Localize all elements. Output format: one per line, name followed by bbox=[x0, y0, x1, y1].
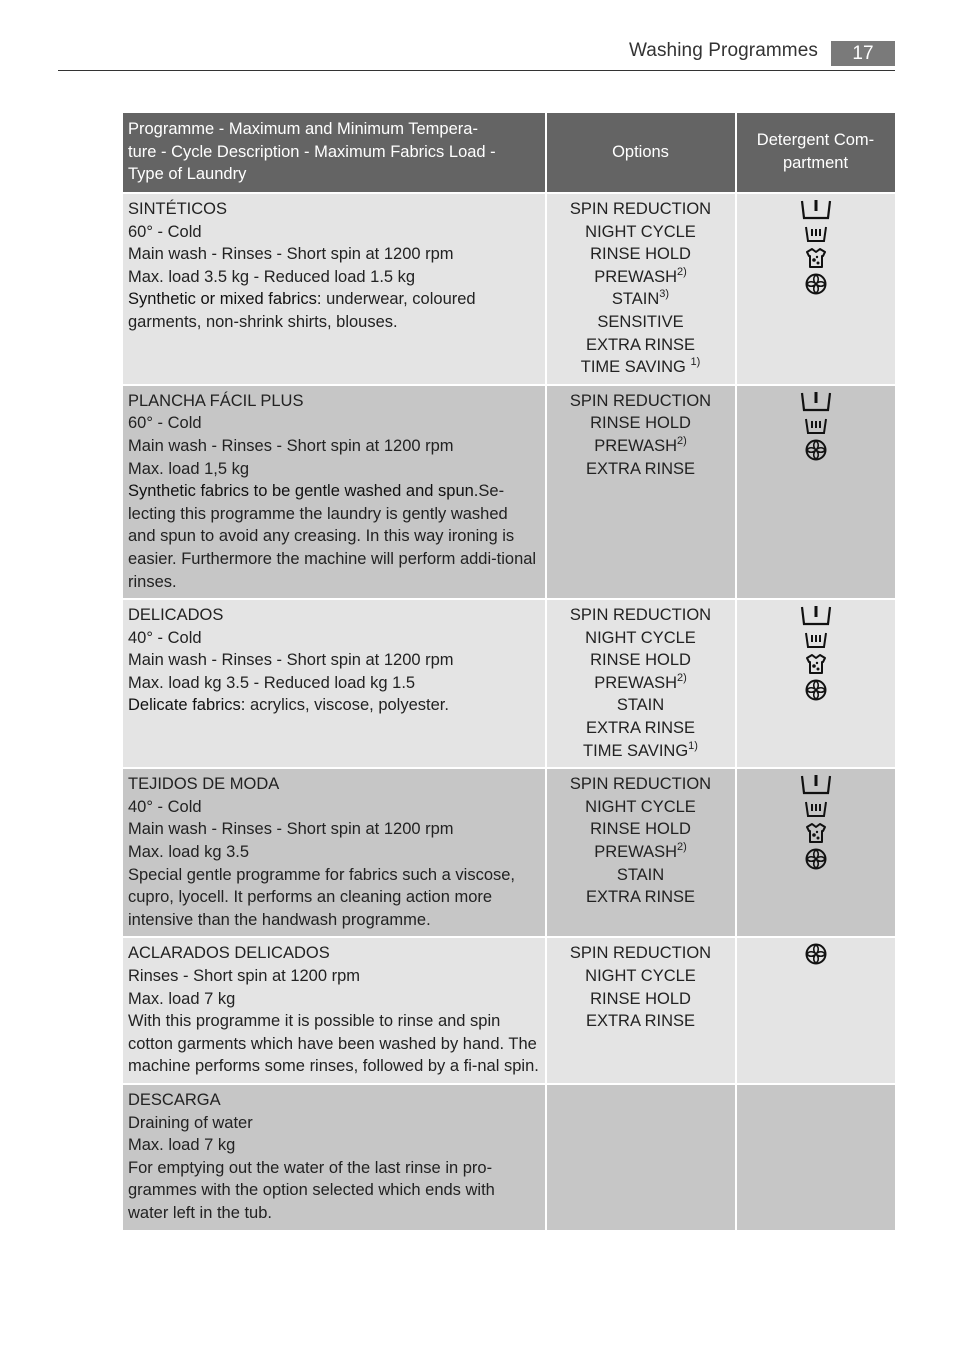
programme-description bbox=[122, 599, 546, 768]
softener-compartment-icon bbox=[742, 678, 889, 702]
option-item bbox=[552, 1010, 729, 1033]
fabric-text: underwear, coloured garments, non-shrink shirts, blouses. bbox=[128, 290, 476, 331]
header-programme-line: Type of Laundry bbox=[128, 165, 247, 184]
detergent-compartments bbox=[736, 599, 896, 768]
option-label: NIGHT CYCLE bbox=[585, 967, 696, 985]
stain-compartment-icon bbox=[742, 652, 889, 676]
option-item bbox=[552, 311, 729, 334]
option-label: STAIN bbox=[616, 696, 665, 715]
programme-detail: 60° - Cold bbox=[128, 222, 202, 241]
fabric-text: Se-lecting this programme the laundry is gently washed and spun to avoid any creasing. In this way ironing is easier. Furthermore the machine will perform addi-tional rinses. bbox=[128, 482, 537, 591]
option-label: PREWASH bbox=[594, 673, 678, 692]
programme-description bbox=[122, 385, 546, 599]
stain-compartment-icon bbox=[742, 246, 889, 270]
option-item bbox=[552, 773, 729, 796]
option-label: STAIN bbox=[616, 865, 665, 884]
option-item bbox=[552, 988, 729, 1011]
option-item bbox=[552, 717, 729, 740]
header-programme-line: Programme - Maximum and Minimum Tempera- bbox=[128, 120, 478, 139]
option-item bbox=[552, 288, 729, 311]
programme-detail: Max. load kg 3.5 bbox=[128, 843, 250, 862]
fabric-text: Special gentle programme for fabrics such a viscose, cupro, lyocell. It performs an cleaning action more intensive than the handwash programme. bbox=[128, 865, 516, 929]
option-label: EXTRA RINSE bbox=[585, 888, 696, 907]
programme-detail: Main wash - Rinses - Short spin at 1200 rpm bbox=[128, 651, 454, 670]
option-label: EXTRA RINSE bbox=[585, 1012, 696, 1031]
programme-detail: Main wash - Rinses - Short spin at 1200 rpm bbox=[128, 820, 454, 839]
option-footnote: 2) bbox=[677, 434, 687, 447]
option-item bbox=[552, 198, 729, 221]
header-detergent bbox=[736, 112, 896, 193]
table-row bbox=[122, 385, 896, 599]
option-label: RINSE HOLD bbox=[590, 651, 691, 670]
programmes-table bbox=[121, 111, 897, 1232]
option-item bbox=[552, 965, 729, 988]
option-label: SENSITIVE bbox=[597, 312, 684, 331]
prewash-compartment-icon bbox=[742, 630, 889, 650]
section-title: Washing Programmes bbox=[628, 40, 818, 61]
option-item bbox=[552, 864, 729, 887]
main-wash-compartment-icon bbox=[742, 198, 889, 222]
softener-compartment-icon bbox=[742, 272, 889, 296]
option-label: SPIN REDUCTION bbox=[569, 944, 712, 963]
option-item bbox=[552, 604, 729, 627]
option-footnote: 2) bbox=[677, 671, 687, 684]
option-item bbox=[552, 740, 729, 763]
programme-detail: 60° - Cold bbox=[128, 414, 202, 433]
header-detergent-line: partment bbox=[782, 154, 849, 172]
detergent-compartments bbox=[736, 193, 896, 385]
option-item bbox=[552, 886, 729, 909]
prewash-compartment-icon bbox=[742, 416, 889, 436]
option-label: PREWASH bbox=[594, 436, 678, 455]
programme-detail: Main wash - Rinses - Short spin at 1200 rpm bbox=[128, 245, 454, 264]
option-item bbox=[552, 942, 729, 965]
softener-compartment-icon bbox=[742, 438, 889, 462]
programme-options bbox=[546, 599, 736, 768]
header-detergent-line: Detergent Com- bbox=[756, 131, 875, 150]
main-wash-compartment-icon bbox=[742, 390, 889, 414]
fabric-type bbox=[128, 864, 539, 932]
option-item bbox=[552, 435, 729, 458]
option-item bbox=[552, 841, 729, 864]
programme-description bbox=[122, 1084, 546, 1231]
header-programme bbox=[122, 112, 546, 193]
option-label: RINSE HOLD bbox=[590, 245, 691, 264]
table-row bbox=[122, 599, 896, 768]
option-item bbox=[552, 458, 729, 481]
main-wash-compartment-icon bbox=[742, 773, 889, 797]
softener-compartment-icon bbox=[742, 942, 889, 966]
page-number: 17 bbox=[831, 41, 895, 66]
fabric-label: Synthetic or mixed fabrics: bbox=[128, 290, 322, 309]
detergent-compartments bbox=[736, 385, 896, 599]
programme-options bbox=[546, 937, 736, 1084]
fabric-text: acrylics, viscose, polyester. bbox=[245, 696, 449, 715]
option-footnote: 2) bbox=[677, 265, 687, 278]
programme-options bbox=[546, 193, 736, 385]
fabric-text: With this programme it is possible to rinse and spin cotton garments which have been washed by hand. The machine performs some rinses, followed by a fi-nal spin. bbox=[128, 1012, 539, 1076]
option-footnote: 3) bbox=[659, 288, 670, 301]
programme-name: TEJIDOS DE MODA bbox=[128, 775, 280, 794]
table-row bbox=[122, 768, 896, 937]
option-footnote: 1) bbox=[690, 356, 701, 369]
option-label: TIME SAVING bbox=[583, 741, 689, 760]
fabric-type bbox=[128, 694, 539, 717]
programme-detail: Max. load 3.5 kg - Reduced load 1.5 kg bbox=[128, 267, 416, 286]
fabric-type bbox=[128, 1010, 539, 1078]
option-label: SPIN REDUCTION bbox=[569, 775, 712, 794]
stain-compartment-icon bbox=[742, 821, 889, 845]
detergent-compartments bbox=[736, 937, 896, 1084]
programme-description bbox=[122, 193, 546, 385]
option-item bbox=[552, 694, 729, 717]
main-wash-compartment-icon bbox=[742, 604, 889, 628]
option-label: SPIN REDUCTION bbox=[569, 200, 712, 218]
option-item bbox=[552, 649, 729, 672]
option-label: RINSE HOLD bbox=[590, 989, 691, 1008]
programme-name: ACLARADOS DELICADOS bbox=[128, 944, 330, 963]
option-label: NIGHT CYCLE bbox=[585, 222, 696, 241]
option-label: EXTRA RINSE bbox=[585, 459, 696, 478]
fabric-type bbox=[128, 288, 539, 333]
fabric-type bbox=[128, 480, 539, 593]
programme-detail: Max. load 7 kg bbox=[128, 1136, 236, 1155]
detergent-compartments bbox=[736, 1084, 896, 1231]
programme-name: SINTÉTICOS bbox=[128, 200, 228, 218]
option-item bbox=[552, 221, 729, 244]
option-item bbox=[552, 627, 729, 650]
header-options: Options bbox=[546, 112, 736, 193]
option-label: RINSE HOLD bbox=[590, 414, 691, 433]
programme-name: DELICADOS bbox=[128, 606, 224, 625]
softener-compartment-icon bbox=[742, 847, 889, 871]
table-row bbox=[122, 193, 896, 385]
option-item bbox=[552, 818, 729, 841]
programme-options bbox=[546, 768, 736, 937]
option-label: NIGHT CYCLE bbox=[585, 628, 696, 647]
option-item bbox=[552, 356, 729, 379]
programme-detail: Rinses - Short spin at 1200 rpm bbox=[128, 967, 361, 985]
option-label: PREWASH bbox=[594, 843, 678, 862]
fabric-label: Synthetic fabrics to be gentle washed and spun. bbox=[128, 482, 479, 501]
option-item bbox=[552, 243, 729, 266]
programme-name: DESCARGA bbox=[128, 1090, 221, 1109]
table-row bbox=[122, 1084, 896, 1231]
option-label: STAIN bbox=[611, 290, 660, 309]
option-item bbox=[552, 390, 729, 413]
option-footnote: 1) bbox=[688, 739, 698, 752]
programme-description bbox=[122, 768, 546, 937]
programme-detail: Max. load 1,5 kg bbox=[128, 459, 250, 478]
option-label: EXTRA RINSE bbox=[585, 719, 696, 738]
programme-options bbox=[546, 385, 736, 599]
fabric-label: Delicate fabrics: bbox=[128, 696, 246, 715]
option-label: RINSE HOLD bbox=[590, 820, 691, 839]
option-item bbox=[552, 334, 729, 357]
option-label: SPIN REDUCTION bbox=[569, 606, 712, 625]
header-programme-line: ture - Cycle Description - Maximum Fabrics Load - bbox=[128, 142, 496, 161]
option-label: NIGHT CYCLE bbox=[585, 797, 696, 816]
option-label: TIME SAVING bbox=[580, 358, 691, 377]
option-footnote: 2) bbox=[677, 841, 687, 854]
programme-name: PLANCHA FÁCIL PLUS bbox=[128, 391, 304, 410]
table-header-row bbox=[122, 112, 896, 193]
programme-detail: Max. load 7 kg bbox=[128, 989, 236, 1008]
option-label: PREWASH bbox=[594, 267, 678, 286]
programme-detail: Draining of water bbox=[128, 1113, 253, 1132]
programme-detail: Max. load kg 3.5 - Reduced load kg 1.5 bbox=[128, 673, 416, 692]
option-label: EXTRA RINSE bbox=[585, 335, 696, 354]
prewash-compartment-icon bbox=[742, 799, 889, 819]
programme-detail: 40° - Cold bbox=[128, 797, 202, 816]
fabric-text: For emptying out the water of the last rinse in pro-grammes with the option selected which ends with water left in the tub. bbox=[128, 1158, 495, 1222]
option-label: SPIN REDUCTION bbox=[569, 391, 712, 410]
option-item bbox=[552, 672, 729, 695]
header-rule bbox=[58, 70, 895, 71]
programme-detail: Main wash - Rinses - Short spin at 1200 rpm bbox=[128, 436, 454, 455]
programme-options bbox=[546, 1084, 736, 1231]
table-row bbox=[122, 937, 896, 1084]
option-item bbox=[552, 796, 729, 819]
prewash-compartment-icon bbox=[742, 224, 889, 244]
programme-description bbox=[122, 937, 546, 1084]
option-item bbox=[552, 412, 729, 435]
fabric-type bbox=[128, 1157, 539, 1225]
option-item bbox=[552, 266, 729, 289]
programme-detail: 40° - Cold bbox=[128, 628, 202, 647]
detergent-compartments bbox=[736, 768, 896, 937]
